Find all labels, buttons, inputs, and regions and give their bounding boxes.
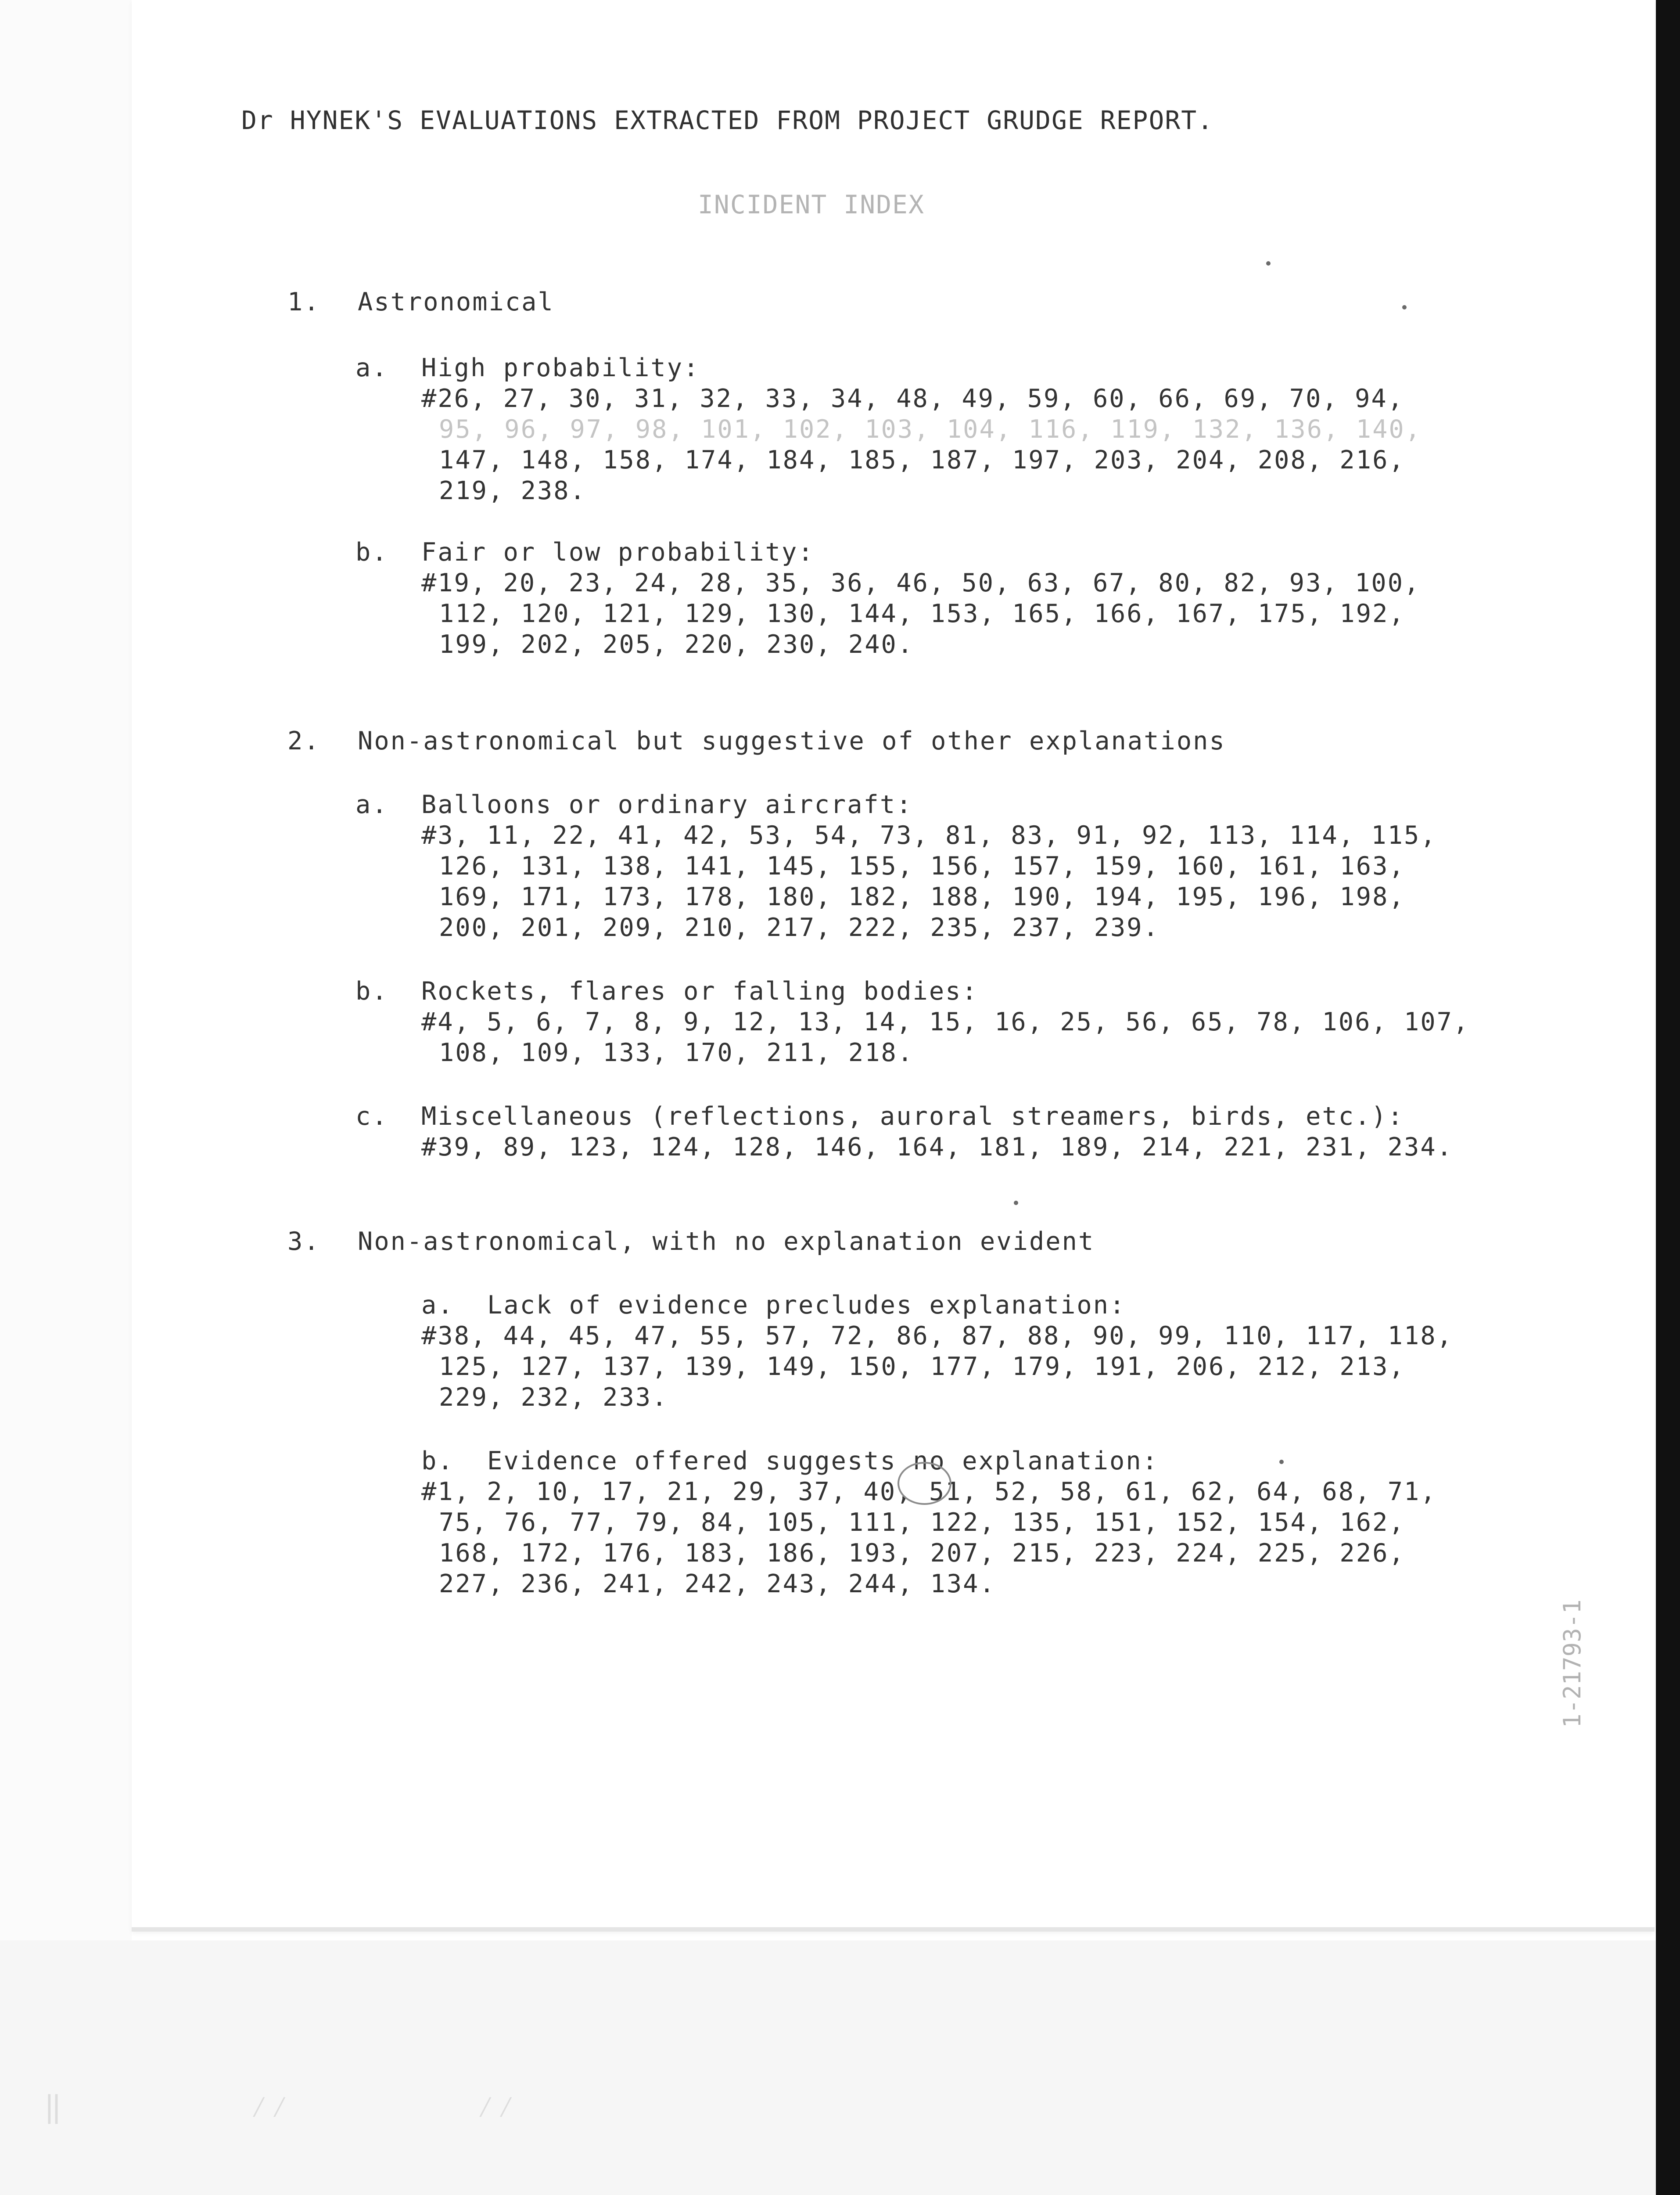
section-3-a-title: Lack of evidence precludes explanation:: [487, 1291, 1126, 1320]
section-1-b-title: Fair or low probability:: [421, 538, 815, 567]
section-2-a-line-3: 169, 171, 173, 178, 180, 182, 188, 190, 194, 195, 196, 198,: [439, 882, 1405, 911]
section-2-b-title: Rockets, flares or falling bodies:: [421, 977, 978, 1006]
section-3-a-line-1: #38, 44, 45, 47, 55, 57, 72, 86, 87, 88, 90, 99, 110, 117, 118,: [421, 1321, 1453, 1350]
section-2-a-label: a.: [355, 790, 388, 819]
section-2-a-line-4: 200, 201, 209, 210, 217, 222, 235, 237, 239.: [439, 913, 1159, 942]
section-1-a-title: High probability:: [421, 353, 700, 382]
section-2-a-line-2: 126, 131, 138, 141, 145, 155, 156, 157, 159, 160, 161, 163,: [439, 852, 1405, 881]
section-1-heading: Astronomical: [358, 288, 554, 317]
document-subtitle: INCIDENT INDEX: [698, 190, 925, 220]
section-2-c-title: Miscellaneous (reflections, auroral streamers, birds, etc.):: [421, 1102, 1404, 1131]
stray-ink-dot: [1014, 1201, 1018, 1205]
section-2-number: 2.: [287, 727, 320, 756]
section-1-b-label: b.: [355, 538, 388, 567]
stray-ink-dot: [1402, 305, 1407, 309]
section-3-heading: Non-astronomical, with no explanation evident: [358, 1227, 1095, 1256]
section-3-b-line-1: #1, 2, 10, 17, 21, 29, 37, 40, 51, 52, 58, 61, 62, 64, 68, 71,: [421, 1477, 1437, 1506]
section-1-number: 1.: [287, 288, 320, 317]
section-2-c-line-1: #39, 89, 123, 124, 128, 146, 164, 181, 189, 214, 221, 231, 234.: [421, 1133, 1453, 1162]
section-2-c-label: c.: [355, 1102, 388, 1131]
section-3-b-line-2: 75, 76, 77, 79, 84, 105, 111, 122, 135, 151, 152, 154, 162,: [439, 1508, 1405, 1537]
section-2-a-title: Balloons or ordinary aircraft:: [421, 790, 913, 819]
section-1-b-line-2: 112, 120, 121, 129, 130, 144, 153, 165, 166, 167, 175, 192,: [439, 599, 1405, 628]
hand-drawn-circle-annotation: [897, 1462, 951, 1505]
section-1-b-line-3: 199, 202, 205, 220, 230, 240.: [439, 630, 914, 659]
section-2-b-line-2: 108, 109, 133, 170, 211, 218.: [439, 1038, 914, 1067]
document-page: [132, 0, 1655, 1932]
section-2-b-line-1: #4, 5, 6, 7, 8, 9, 12, 13, 14, 15, 16, 25, 56, 65, 78, 106, 107,: [421, 1008, 1470, 1036]
section-1-a-line-2: 95, 96, 97, 98, 101, 102, 103, 104, 116, 119, 132, 136, 140,: [439, 415, 1422, 444]
document-title: Dr HYNEK'S EVALUATIONS EXTRACTED FROM PROJECT GRUDGE REPORT.: [241, 105, 1214, 135]
section-1-a-label: a.: [355, 353, 388, 382]
section-3-b-line-3: 168, 172, 176, 183, 186, 193, 207, 215, 223, 224, 225, 226,: [439, 1539, 1405, 1568]
stray-ink-dot: [1266, 261, 1271, 266]
bottom-pencil-marks: ‖ ⁄⁄ ⁄⁄: [44, 2090, 518, 2124]
section-2-a-line-1: #3, 11, 22, 41, 42, 53, 54, 73, 81, 83, 91, 92, 113, 114, 115,: [421, 821, 1437, 850]
section-3-b-title: Evidence offered suggests no explanation:: [487, 1447, 1159, 1475]
section-1-a-line-1: #26, 27, 30, 31, 32, 33, 34, 48, 49, 59, 60, 66, 69, 70, 94,: [421, 384, 1404, 413]
section-2-b-label: b.: [355, 977, 388, 1006]
left-margin: [0, 0, 132, 2195]
section-3-a-line-2: 125, 127, 137, 139, 149, 150, 177, 179, 191, 206, 212, 213,: [439, 1352, 1405, 1381]
section-3-number: 3.: [287, 1227, 320, 1256]
handwritten-side-annotation: 1-21793-1: [1558, 1599, 1586, 1728]
section-3-b-label: b.: [421, 1447, 454, 1475]
section-3-a-label: a.: [421, 1291, 454, 1320]
section-2-heading: Non-astronomical but suggestive of other explanations: [358, 727, 1226, 756]
section-1-a-line-4: 219, 238.: [439, 476, 586, 505]
section-1-b-line-1: #19, 20, 23, 24, 28, 35, 36, 46, 50, 63, 67, 80, 82, 93, 100,: [421, 569, 1421, 597]
section-3-a-line-3: 229, 232, 233.: [439, 1383, 668, 1412]
section-3-b-line-4: 227, 236, 241, 242, 243, 244, 134.: [439, 1569, 996, 1598]
section-1-a-line-3: 147, 148, 158, 174, 184, 185, 187, 197, 203, 204, 208, 216,: [439, 446, 1405, 475]
background-under-page: [0, 1940, 1656, 2195]
stray-ink-dot: [1279, 1460, 1284, 1464]
right-border: [1656, 0, 1680, 2195]
